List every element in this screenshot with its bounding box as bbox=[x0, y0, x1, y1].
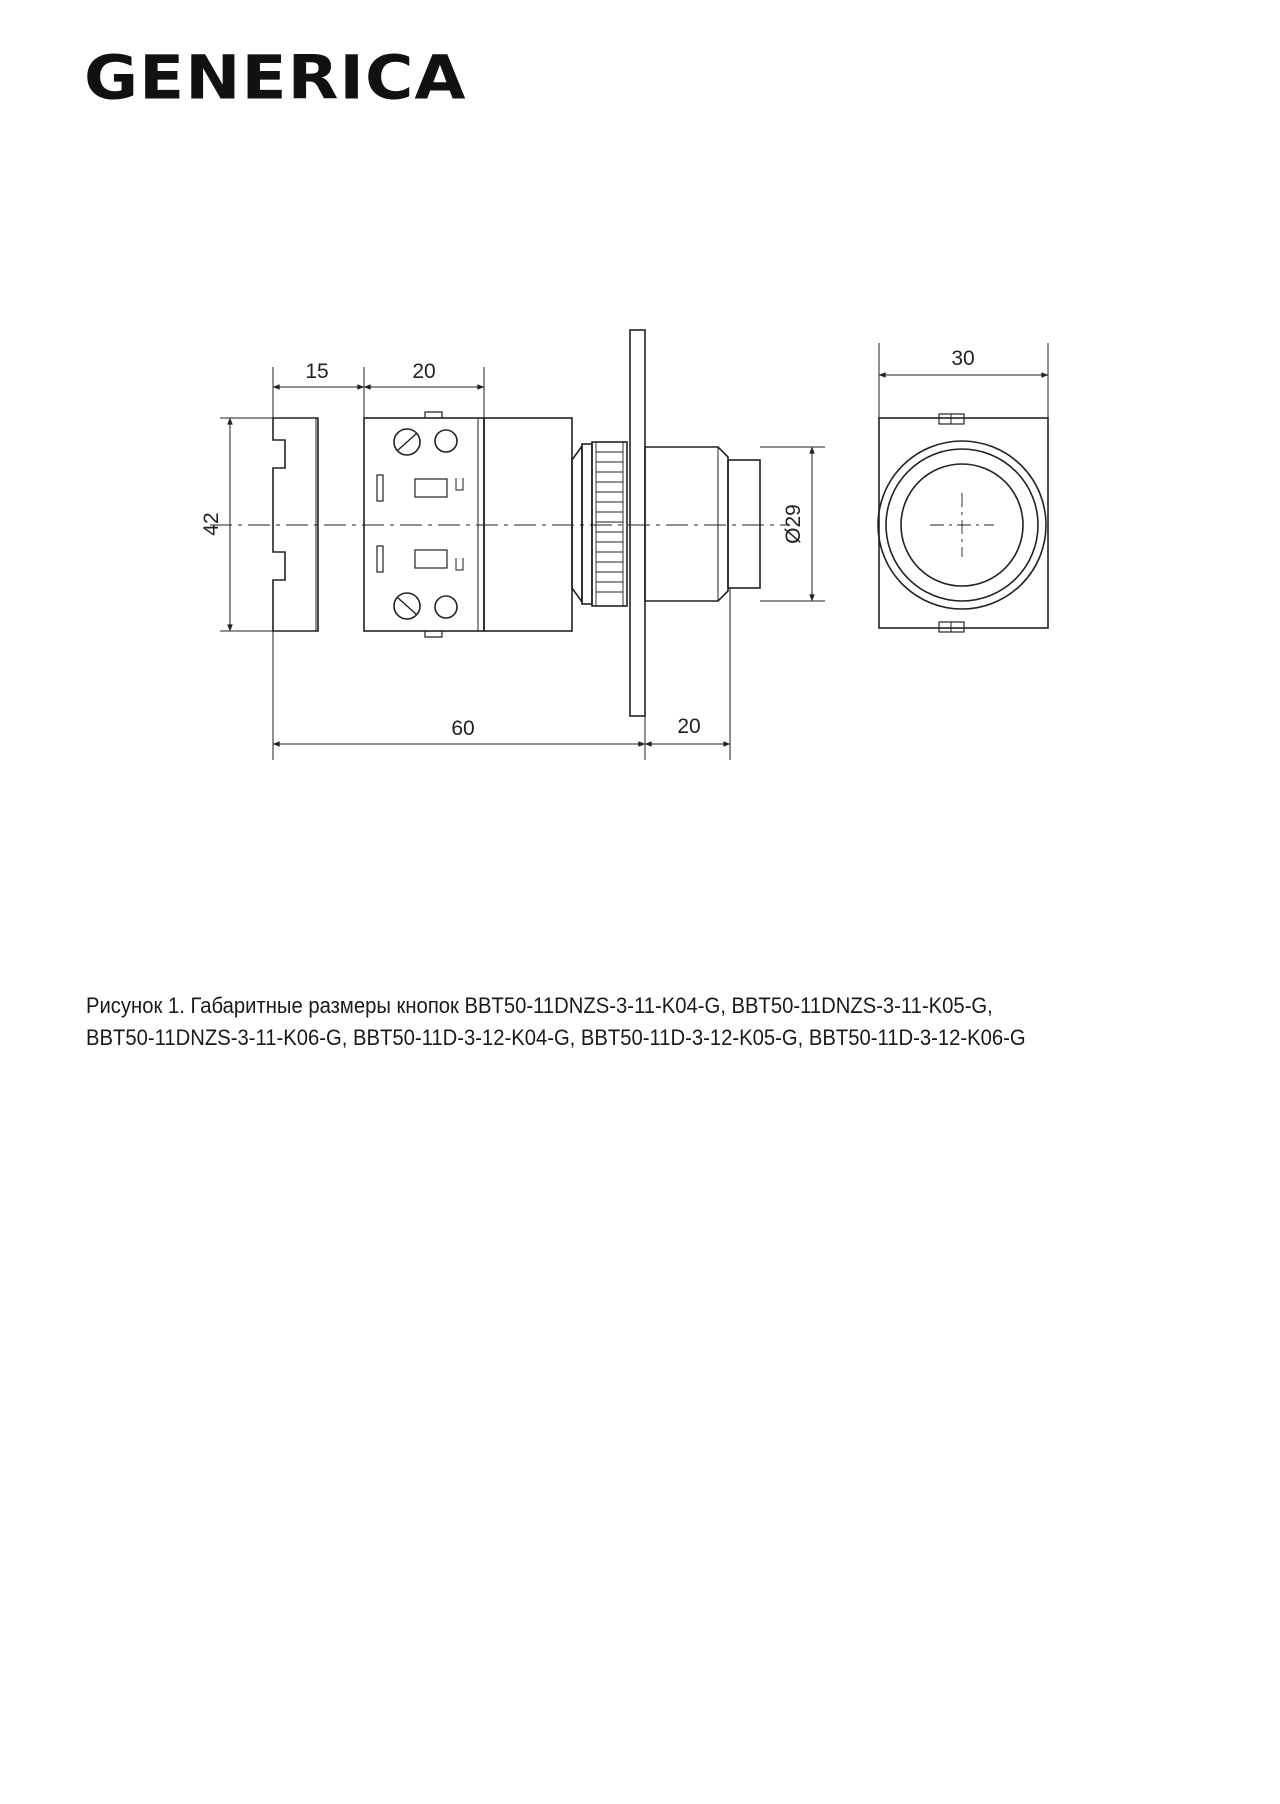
dim-label-30: 30 bbox=[951, 347, 975, 370]
mounting-panel bbox=[630, 330, 645, 716]
dim-label-60: 60 bbox=[451, 717, 475, 740]
push-button bbox=[728, 460, 760, 588]
bezel bbox=[645, 447, 728, 601]
contact-block bbox=[364, 418, 484, 631]
terminal-block bbox=[273, 418, 318, 631]
dim-label-15: 15 bbox=[305, 360, 329, 383]
dim-label-20-top: 20 bbox=[412, 360, 436, 383]
dim-label-42: 42 bbox=[200, 512, 223, 536]
ring-nut bbox=[572, 446, 582, 602]
housing bbox=[484, 418, 572, 631]
generica-logo: GENERICA bbox=[84, 42, 467, 114]
caption-line-1: Рисунок 1. Габаритные размеры кнопок BBT50-11DNZS-3-11-K04-G, BBT50-11DNZS-3-11-K05-G, bbox=[86, 993, 993, 1018]
dim-label-29: Ø29 bbox=[782, 504, 805, 544]
figure-caption bbox=[86, 990, 1116, 1054]
dim-label-20-bottom: 20 bbox=[677, 715, 701, 738]
caption-line-2: BBT50-11DNZS-3-11-K06-G, BBT50-11D-3-12-K04-G, BBT50-11D-3-12-K05-G, BBT50-11D-3-12-K06-G bbox=[86, 1025, 1026, 1050]
